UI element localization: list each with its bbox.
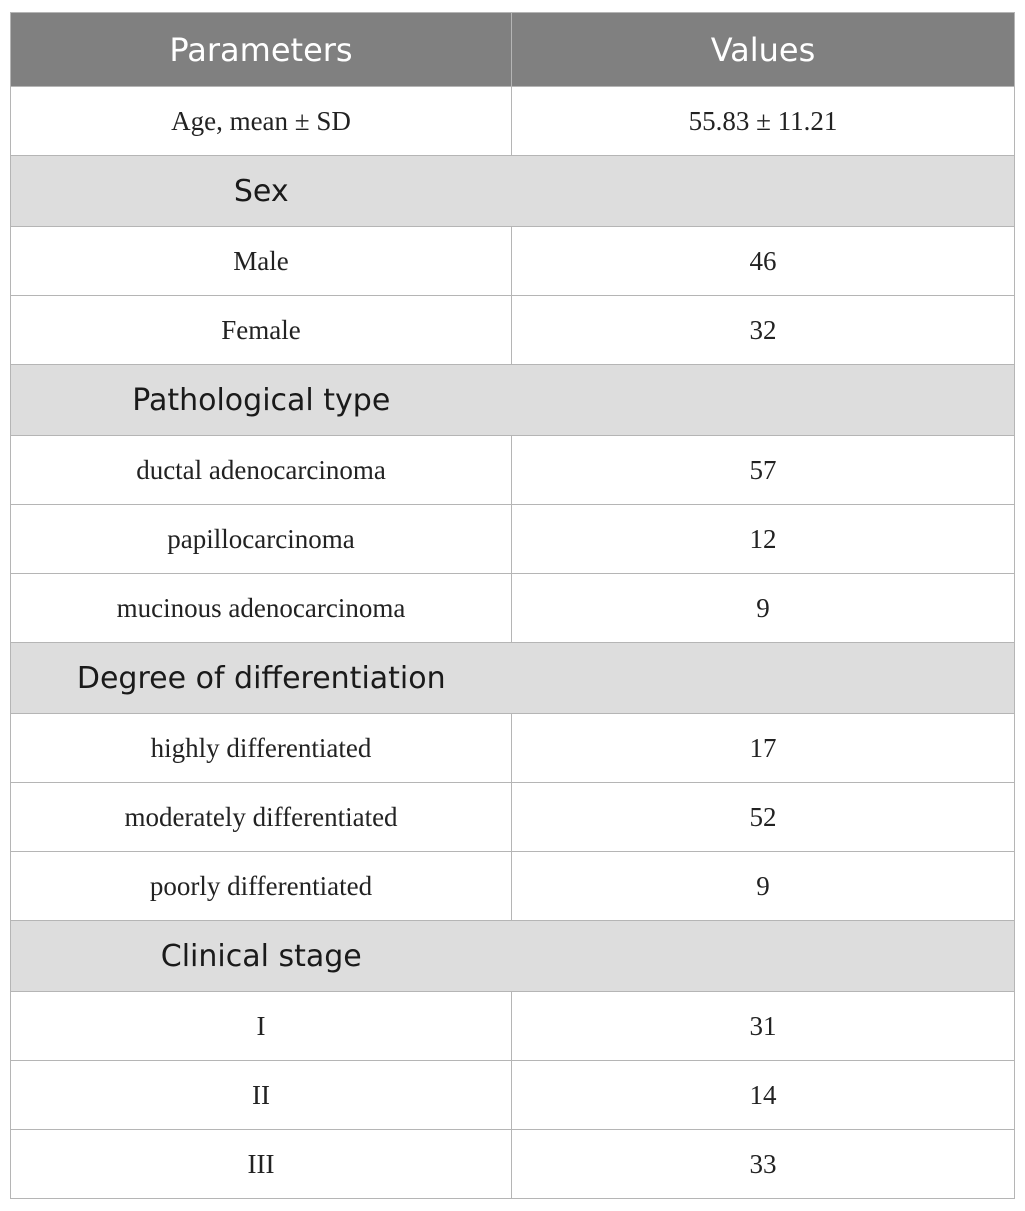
section-row-sex (11, 156, 1015, 227)
row-label: Age, mean ± SD (11, 87, 512, 156)
table-row-age (11, 87, 1015, 156)
section-title: Sex (11, 156, 512, 227)
row-label: I (11, 992, 512, 1061)
table-row (11, 714, 1015, 783)
header-row (11, 13, 1015, 87)
row-value: 17 (512, 714, 1015, 783)
table-row (11, 1061, 1015, 1130)
table-row (11, 505, 1015, 574)
row-label: Female (11, 296, 512, 365)
row-label: papillocarcinoma (11, 505, 512, 574)
row-label: moderately differentiated (11, 783, 512, 852)
header-values: Values (512, 13, 1015, 87)
row-value: 12 (512, 505, 1015, 574)
clinical-characteristics-table (10, 12, 1015, 1199)
section-empty-cell (512, 156, 1015, 227)
section-title: Clinical stage (11, 921, 512, 992)
row-label: ductal adenocarcinoma (11, 436, 512, 505)
row-value: 9 (512, 852, 1015, 921)
row-value: 31 (512, 992, 1015, 1061)
row-label: II (11, 1061, 512, 1130)
row-label: poorly differentiated (11, 852, 512, 921)
row-label: Male (11, 227, 512, 296)
section-title: Pathological type (11, 365, 512, 436)
row-value: 52 (512, 783, 1015, 852)
table-header (11, 13, 1015, 87)
table-row (11, 296, 1015, 365)
table-row (11, 1130, 1015, 1199)
section-empty-cell (512, 643, 1015, 714)
section-title: Degree of differentiation (11, 643, 512, 714)
table-row (11, 436, 1015, 505)
table-row (11, 992, 1015, 1061)
row-label: III (11, 1130, 512, 1199)
table-row (11, 783, 1015, 852)
table-row (11, 852, 1015, 921)
clinical-characteristics-table-container (10, 12, 1014, 1199)
section-row-degree-of-differentiation (11, 643, 1015, 714)
row-value: 33 (512, 1130, 1015, 1199)
row-value: 32 (512, 296, 1015, 365)
table-row (11, 574, 1015, 643)
row-value: 55.83 ± 11.21 (512, 87, 1015, 156)
header-parameters: Parameters (11, 13, 512, 87)
section-row-clinical-stage (11, 921, 1015, 992)
row-value: 57 (512, 436, 1015, 505)
row-value: 46 (512, 227, 1015, 296)
row-label: mucinous adenocarcinoma (11, 574, 512, 643)
section-empty-cell (512, 365, 1015, 436)
row-value: 9 (512, 574, 1015, 643)
row-value: 14 (512, 1061, 1015, 1130)
table-row (11, 227, 1015, 296)
row-label: highly differentiated (11, 714, 512, 783)
section-row-pathological-type (11, 365, 1015, 436)
section-empty-cell (512, 921, 1015, 992)
